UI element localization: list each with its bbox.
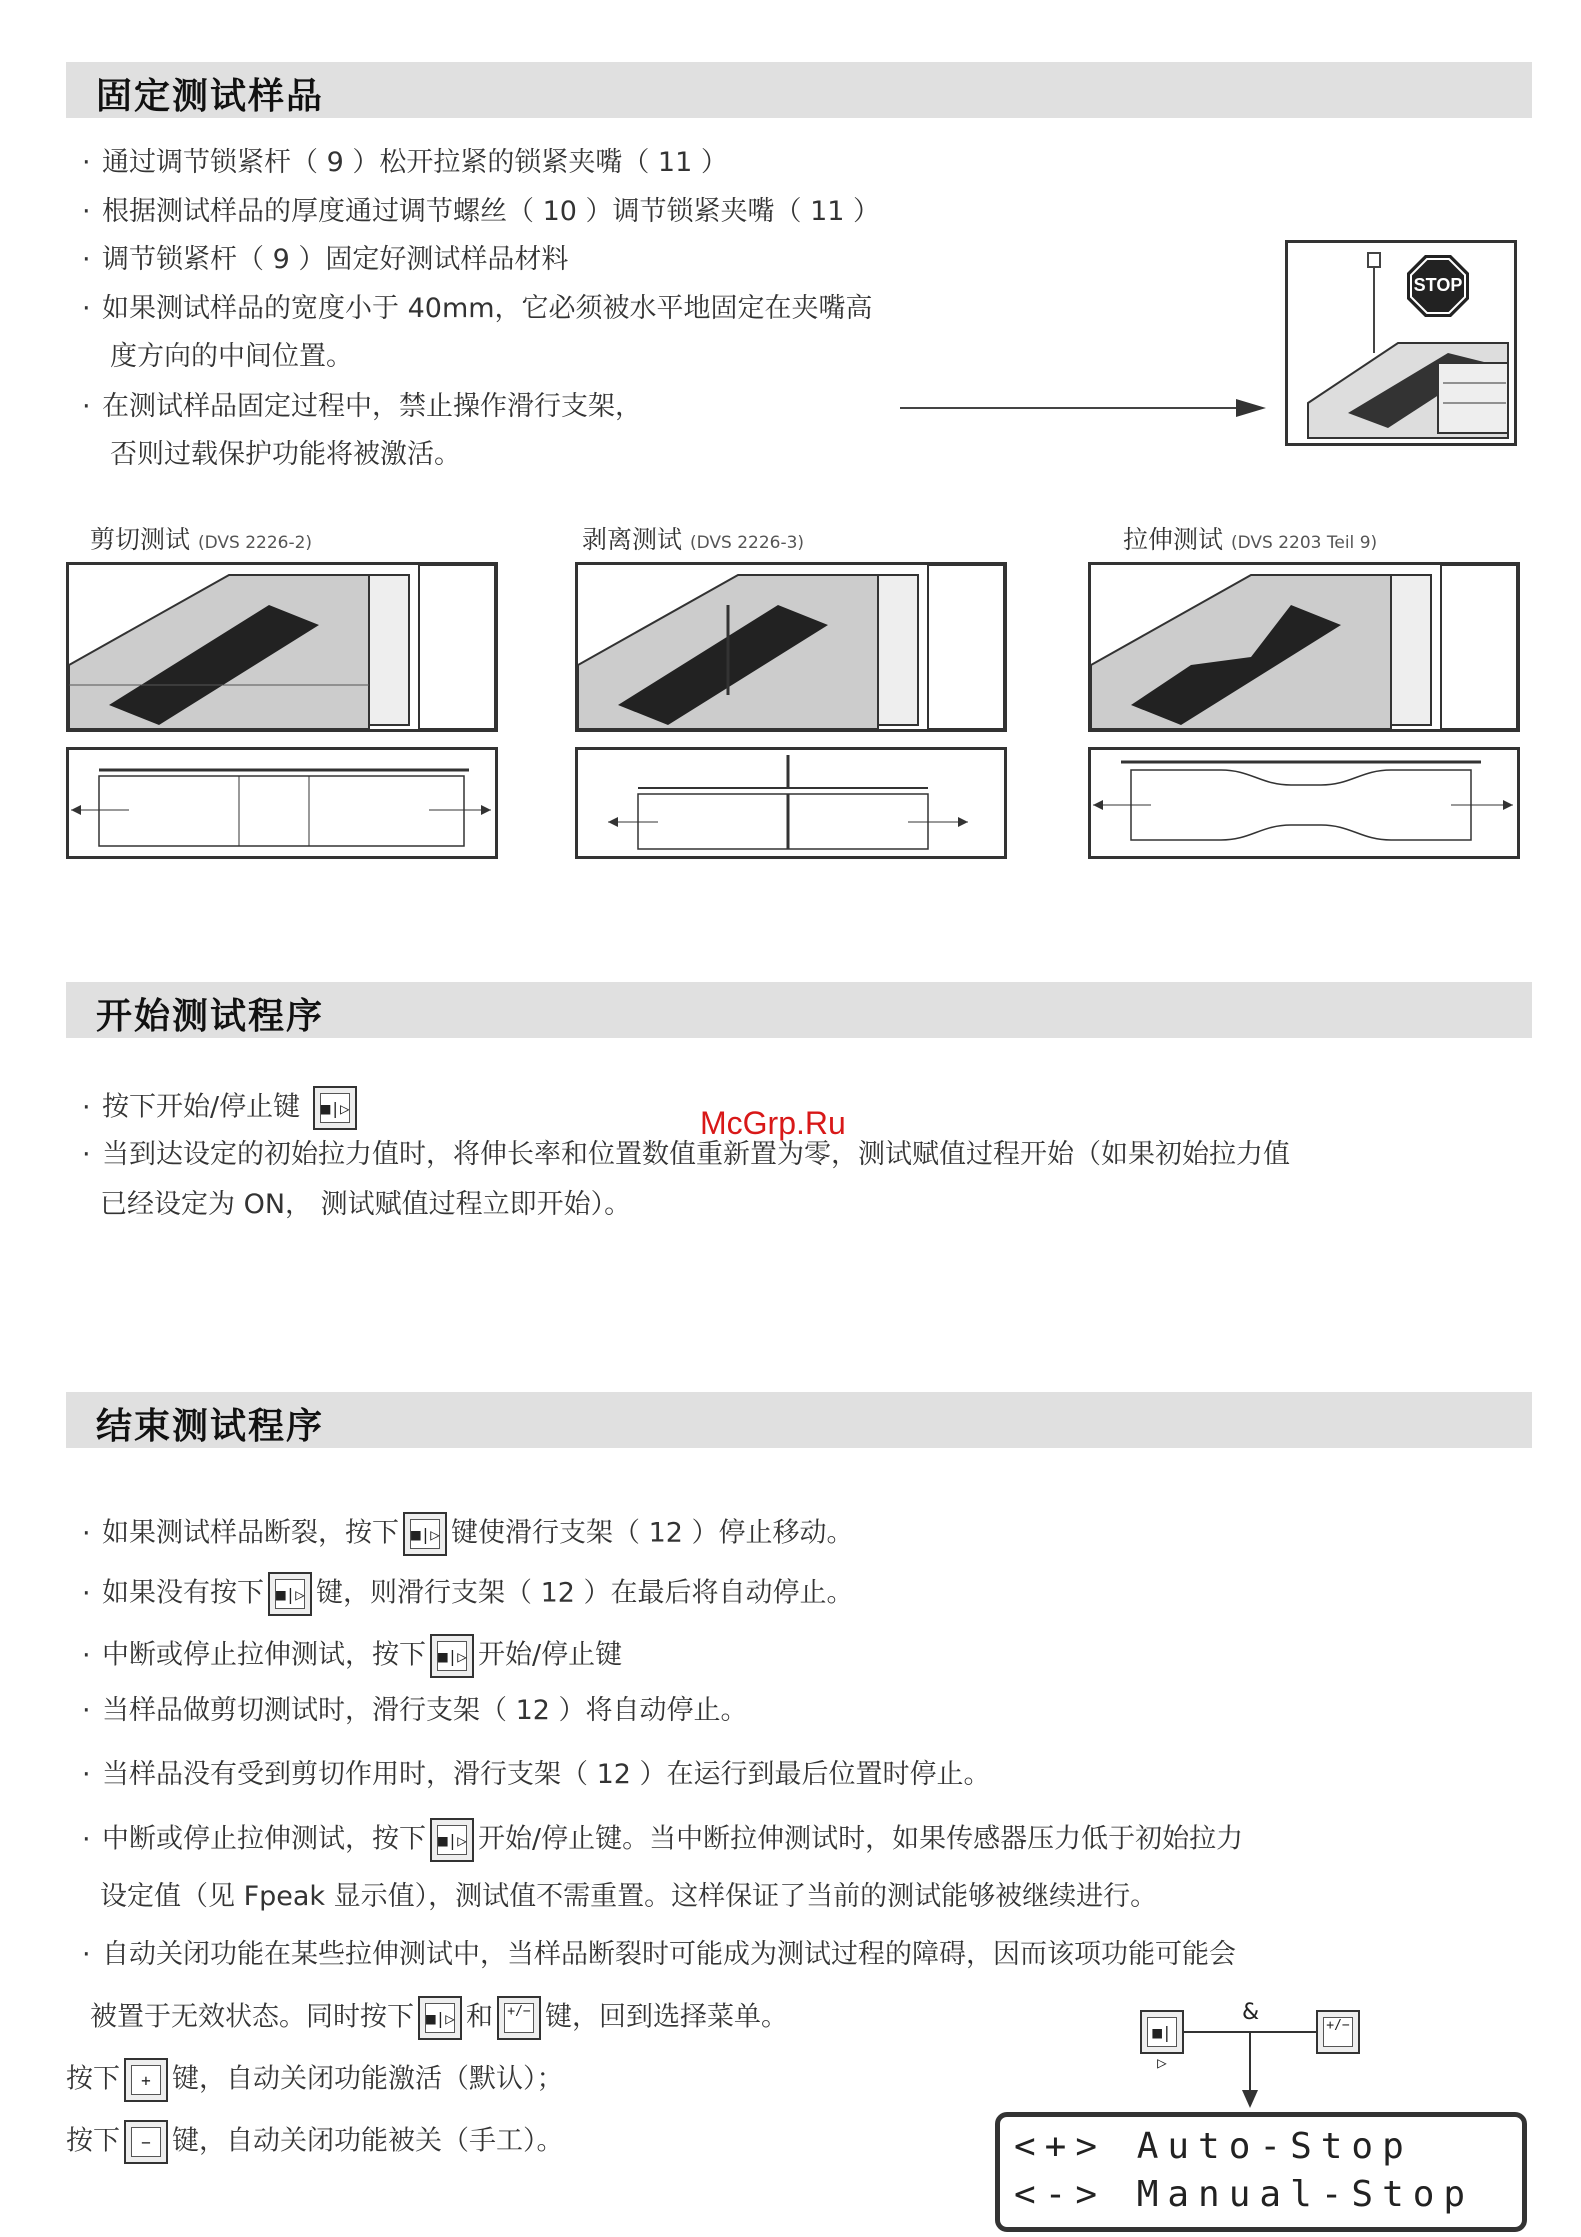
section-header-fix-sample bbox=[66, 62, 1532, 118]
section-title: 结束测试程序 bbox=[96, 1406, 325, 1447]
key-combo-diagram bbox=[1140, 2000, 1380, 2110]
list-item: · 当到达设定的初始拉力值时，将伸长率和位置数值重新置为零，测试赋值过程开始（如果初始拉力值 bbox=[82, 1139, 1290, 1170]
figure-label-tensile: 拉伸测试 (DVS 2203 Teil 9) bbox=[1123, 525, 1378, 554]
list-item: · 自动关闭功能在某些拉伸测试中，当样品断裂时可能成为测试过程的障碍，因而该项功能可能会 bbox=[82, 1939, 1236, 1970]
shear-machine-illustration bbox=[66, 562, 498, 732]
list-item-continuation: 设定值（见 Fpeak 显示值），测试值不需重置。这样保证了当前的测试能够被继续进行。 bbox=[100, 1881, 1158, 1912]
section-header-end-test bbox=[66, 1392, 1532, 1448]
arrow-icon bbox=[900, 395, 1270, 421]
start-stop-key-icon: ■|▷ bbox=[268, 1572, 312, 1616]
list-item: · 如果没有按下 ■|▷ 键，则滑行支架（ 12 ）在最后将自动停止。 bbox=[82, 1572, 854, 1616]
list-item: · 按下开始/停止键 ■|▷ bbox=[82, 1086, 361, 1130]
list-item: 按下 + 键，自动关闭功能激活（默认）； bbox=[66, 2058, 564, 2102]
watermark: McGrp.Ru bbox=[700, 1105, 846, 1141]
section-title: 开始测试程序 bbox=[96, 996, 325, 1037]
start-stop-key-icon: ■|▷ bbox=[313, 1086, 357, 1130]
minus-key-icon: − bbox=[124, 2120, 168, 2164]
peel-specimen-diagram bbox=[575, 747, 1007, 859]
list-item-continuation: 度方向的中间位置。 bbox=[110, 341, 353, 372]
list-item: · 当样品做剪切测试时，滑行支架（ 12 ）将自动停止。 bbox=[82, 1695, 748, 1726]
start-stop-key-icon: ■|▷ bbox=[418, 1996, 462, 2040]
list-item-continuation: 否则过载保护功能将被激活。 bbox=[110, 439, 461, 470]
plus-minus-key-icon: +/− bbox=[497, 1996, 541, 2040]
list-item: · 在测试样品固定过程中，禁止操作滑行支架， bbox=[82, 391, 642, 422]
lcd-display bbox=[995, 2112, 1527, 2232]
list-item: 按下 − 键，自动关闭功能被关（手工）。 bbox=[66, 2120, 564, 2164]
section-title: 固定测试样品 bbox=[96, 76, 325, 117]
list-item: · 通过调节锁紧杆（ 9 ）松开拉紧的锁紧夹嘴（ 11 ） bbox=[82, 147, 728, 178]
lcd-line-manual-stop: <-> Manual-Stop bbox=[1014, 2174, 1475, 2215]
list-item: · 如果测试样品断裂，按下 ■|▷ 键使滑行支架（ 12 ）停止移动。 bbox=[82, 1512, 854, 1556]
list-item: · 当样品没有受到剪切作用时，滑行支架（ 12 ）在运行到最后位置时停止。 bbox=[82, 1759, 991, 1790]
lcd-line-auto-stop: <+> Auto-Stop bbox=[1014, 2126, 1413, 2167]
tensile-specimen-diagram bbox=[1088, 747, 1520, 859]
stop-illustration bbox=[1285, 240, 1517, 446]
list-item: · 如果测试样品的宽度小于 40mm，它必须被水平地固定在夹嘴高 bbox=[82, 293, 873, 324]
start-stop-key-icon: ■|▷ bbox=[403, 1512, 447, 1556]
list-item: · 中断或停止拉伸测试，按下 ■|▷ 开始/停止键 bbox=[82, 1634, 622, 1678]
plus-minus-key-icon: +/− bbox=[1316, 2010, 1360, 2054]
start-stop-key-icon: ■|▷ bbox=[430, 1818, 474, 1862]
plus-key-icon: + bbox=[124, 2058, 168, 2102]
list-item: · 根据测试样品的厚度通过调节螺丝（ 10 ）调节锁紧夹嘴（ 11 ） bbox=[82, 196, 881, 227]
and-symbol: & bbox=[1242, 2000, 1260, 2025]
start-stop-key-icon: ■|▷ bbox=[1140, 2010, 1184, 2054]
tensile-machine-illustration bbox=[1088, 562, 1520, 732]
figure-label-peel: 剥离测试 (DVS 2226-3) bbox=[582, 525, 805, 554]
list-item: · 中断或停止拉伸测试，按下 ■|▷ 开始/停止键。当中断拉伸测试时，如果传感器压力低于初始拉力 bbox=[82, 1818, 1243, 1862]
start-stop-key-icon: ■|▷ bbox=[430, 1634, 474, 1678]
figure-label-shear: 剪切测试 (DVS 2226-2) bbox=[90, 525, 313, 554]
peel-machine-illustration bbox=[575, 562, 1007, 732]
list-item-continuation: 被置于无效状态。同时按下 ■|▷ 和 +/− 键，回到选择菜单。 bbox=[90, 1996, 788, 2040]
section-header-start-test bbox=[66, 982, 1532, 1038]
shear-specimen-diagram bbox=[66, 747, 498, 859]
list-item: · 调节锁紧杆（ 9 ）固定好测试样品材料 bbox=[82, 244, 569, 275]
stop-sign-text: STOP bbox=[1413, 275, 1463, 295]
list-item-continuation: 已经设定为 ON， 测试赋值过程立即开始）。 bbox=[100, 1189, 632, 1220]
